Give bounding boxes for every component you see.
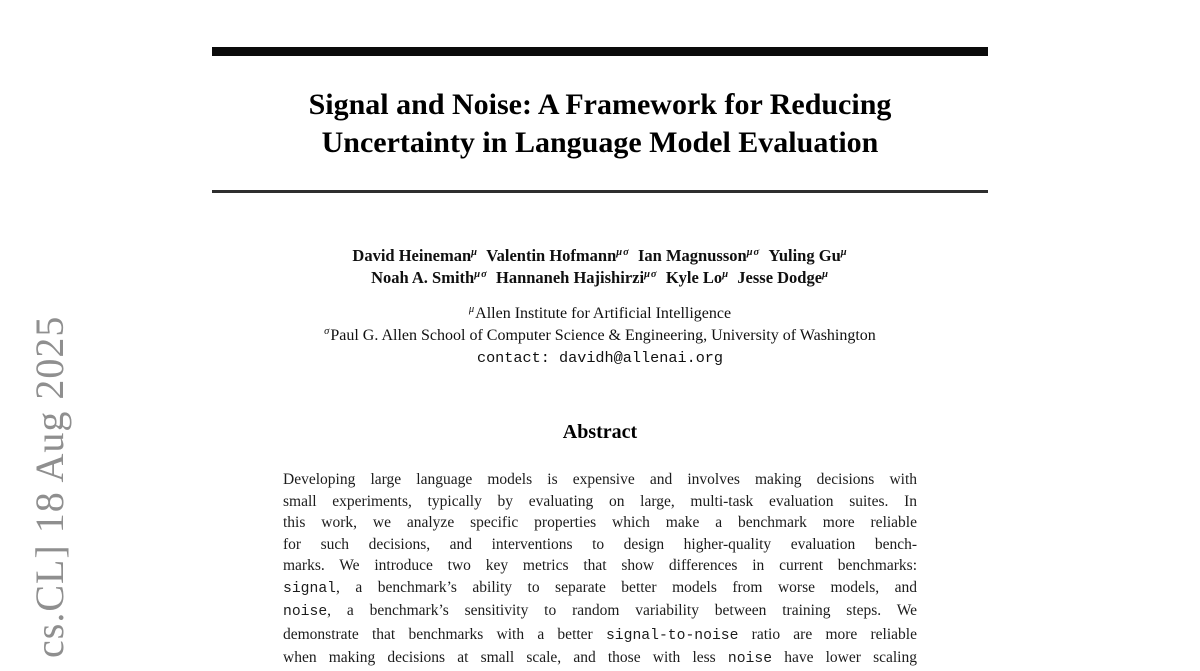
affiliation-block [60,303,1140,369]
abstract-body [283,469,917,671]
abstract-line: noise, a benchmark’s sensitivity to random variability between training steps. We [283,602,917,620]
abstract-line: marks. We introduce two key metrics that show differences in current benchmarks: [283,557,917,574]
author-block [100,245,1100,289]
title-rule-top [212,47,988,56]
affiliation-uw: $^\sigma$Paul G. Allen School of Computer Science & Engineering, University of Washington [324,326,876,344]
paper-title-line2: Uncertainty in Language Model Evaluation [321,126,879,159]
abstract-heading: Abstract [562,421,638,443]
paper-title [162,86,1038,162]
affiliation-allenai: $^\mu$Allen Institute for Artificial Intelligence [468,304,732,322]
abstract-line: demonstrate that benchmarks with a better signal-to-noise ratio are more reliable [283,625,917,644]
title-rule-bottom [212,190,988,193]
paper-title-line1: Signal and Noise: A Framework for Reducing [308,88,892,121]
abstract-line: for such decisions, and interventions to design higher-quality evaluation bench- [283,535,917,553]
arxiv-watermark: cs.CL] 18 Aug 2025 [27,315,72,658]
author-line-2: Noah A. Smith$^{\mu\sigma}$ Hannaneh Hajishirzi$^{\mu\sigma}$ Kyle $Lo^\mu$ Jesse Dodge$^\mu$ [371,268,829,287]
abstract-line: Developing large language models is expensive and involves making decisions with [283,471,917,488]
contact-email: contact: davidh@allenai.org [476,349,724,367]
abstract-section [283,421,917,671]
abstract-line: small experiments, typically by evaluating on large, multi-task evaluation suites. In [283,492,917,510]
abstract-line: when making decisions at small scale, and those with less noise have lower scaling [283,649,917,667]
author-line-1: David Heineman$^\mu$ Valentin Hofmann$^{\mu\sigma}$ Ian Magnusson$^{\mu\sigma}$ Yuling $Gu^\mu$ [352,246,848,265]
abstract-line: signal, a benchmark’s ability to separate better models from worse models, and [283,578,917,597]
abstract-line: this work, we analyze specific properties which make a benchmark more reliable [283,514,917,531]
